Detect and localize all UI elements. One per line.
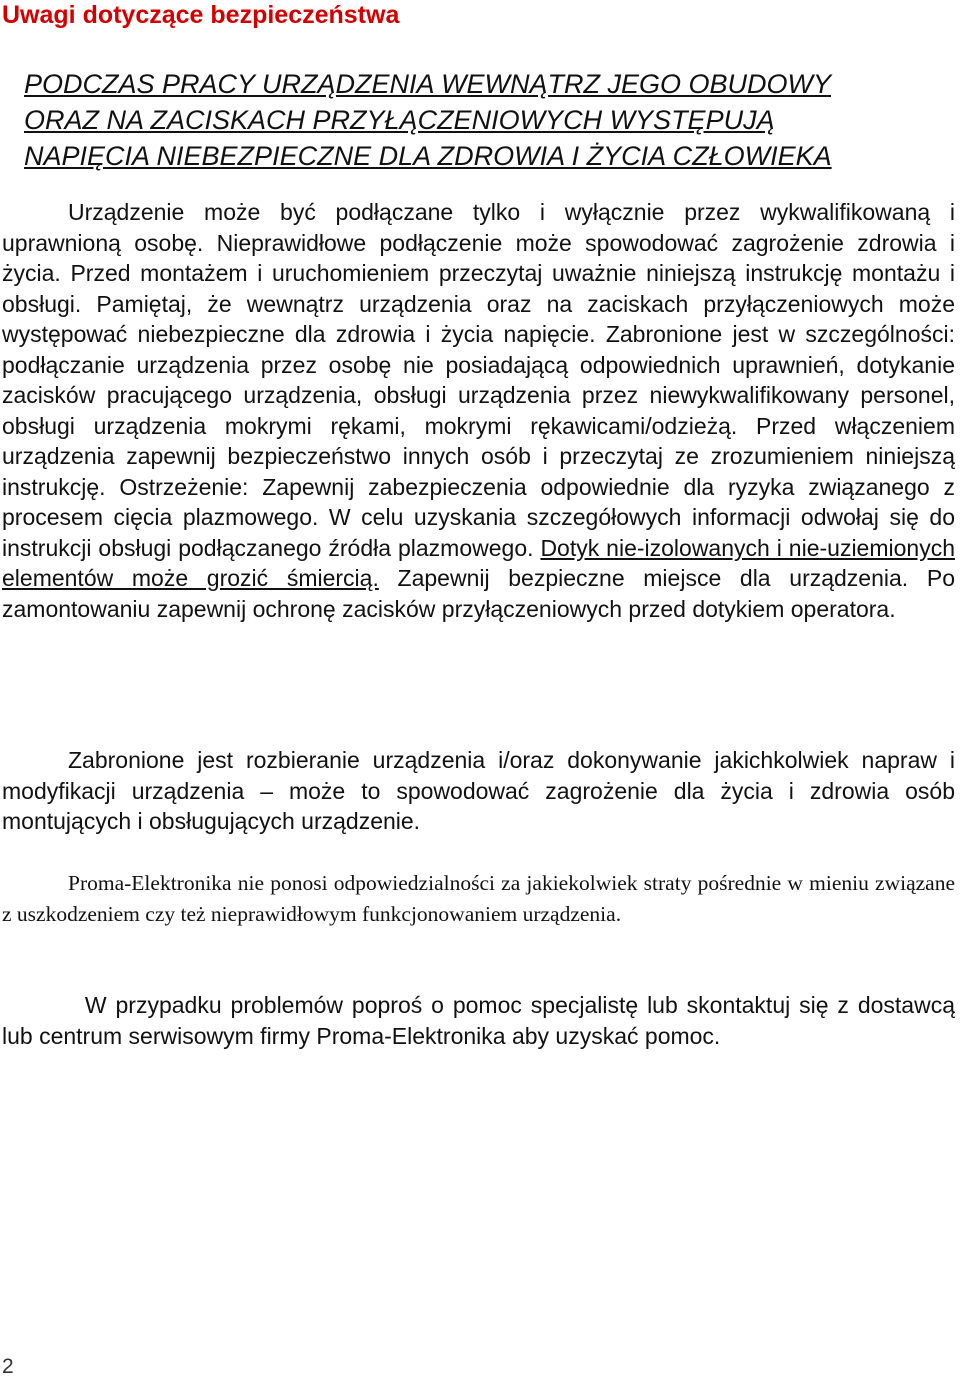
electrocution-warning-text: Dotyk nie-izolowanych i nie-uziemionych elementów może grozić śmiercią. bbox=[2, 534, 955, 591]
page-number: 2 bbox=[2, 1355, 14, 1378]
warning-line-3: NAPIĘCIA NIEBEZPIECZNE DLA ZDROWIA I ŻYCIA CZŁOWIEKA bbox=[24, 141, 832, 171]
safety-paragraph-text: Urządzenie może być podłączane tylko i wyłącznie przez wykwalifikowaną i uprawnioną osobę. Nieprawidłowe podłączenie może spowodować zagrożenie zdrowia i życia. Przed montażem i uruchomieniem przeczytaj uważnie niniejszą instrukcję montażu i obsługi. Pamiętaj, że wewnątrz urządzenia oraz na zaciskach przyłączeniowych może występować niebezpieczne dla zdrowia i życia napięcie. Zabronione jest w szczególności: podłączanie urządzenia przez osobę nie posiadającą odpowiednich uprawnień, dotykanie zacisków pracującego urządzenia, obsługi urządzenia przez niewykwalifikowany personel, obsługi urządzenia mokrymi rękami, mokrymi rękawicami/odzieżą. Przed włączeniem urządzenia zapewnij bezpieczeństwo innych osób i przeczytaj ze zrozumieniem niniejszą instrukcję. Ostrzeżenie: Zapewnij zabezpieczenia odpowiednie dla ryzyka związanego z procesem cięcia plazmowego. W celu uzyskania szczegółowych informacji odwołaj się do instrukcji obsługi podłączanego źródła plazmowego. bbox=[2, 199, 955, 561]
support-paragraph bbox=[2, 990, 955, 1051]
liability-paragraph bbox=[2, 868, 955, 929]
warning-line-1: PODCZAS PRACY URZĄDZENIA WEWNĄTRZ JEGO OBUDOWY bbox=[24, 69, 832, 99]
liability-paragraph-text: Proma-Elektronika nie ponosi odpowiedzialności za jakiekolwiek straty pośrednie w mieniu związane z uszkodzeniem czy też nieprawidłowym funkcjonowaniem urządzenia. bbox=[2, 871, 955, 926]
page-title: Uwagi dotyczące bezpieczeństwa bbox=[2, 1, 400, 29]
support-paragraph-text: W przypadku problemów poproś o pomoc specjalistę lub skontaktuj się z dostawcą lub centrum serwisowym firmy Proma-Elektronika aby uzyskać pomoc. bbox=[2, 992, 955, 1049]
safety-paragraph bbox=[2, 197, 955, 624]
safety-warning bbox=[24, 66, 960, 174]
warning-line-2: ORAZ NA ZACISKACH PRZYŁĄCZENIOWYCH WYSTĘPUJĄ bbox=[24, 105, 775, 135]
disassembly-paragraph-text: Zabronione jest rozbieranie urządzenia i/oraz dokonywanie jakichkolwiek napraw i modyfikacji urządzenia – może to spowodować zagrożenie dla życia i zdrowia osób montujących i obsługujących urządzenie. bbox=[2, 747, 955, 834]
safety-paragraph-text-end: Zapewnij bezpieczne miejsce dla urządzenia. Po zamontowaniu zapewnij ochronę zacisków przyłączeniowych przed dotykiem operatora. bbox=[2, 565, 955, 622]
disassembly-paragraph bbox=[2, 745, 955, 837]
